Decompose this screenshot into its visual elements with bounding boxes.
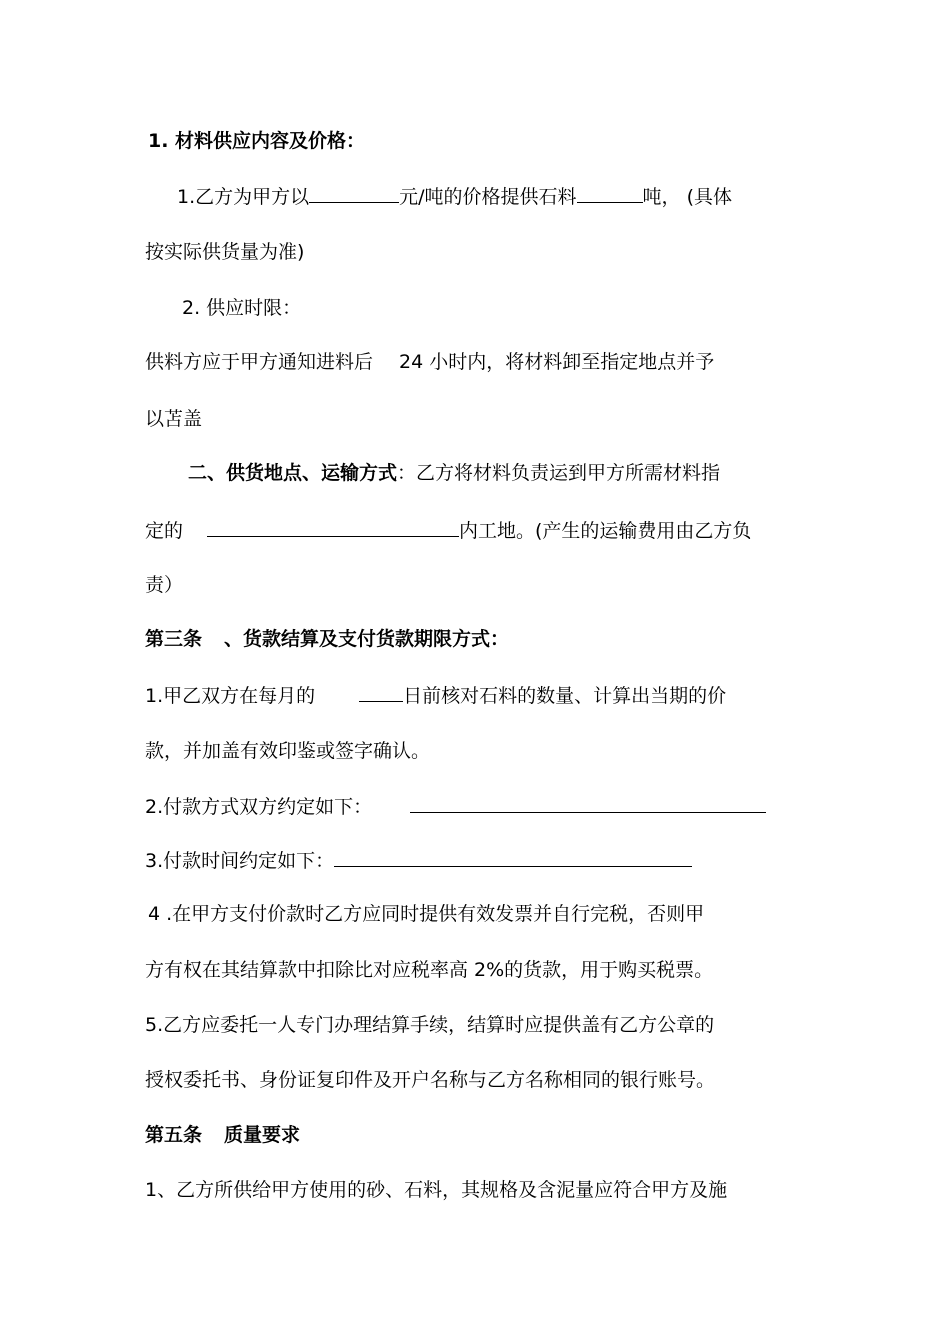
payment-method-blank: [410, 794, 766, 813]
text: 24 小时内，将材料卸至指定地点并予: [399, 351, 715, 373]
payment-time-blank: [334, 848, 692, 867]
text: 日前核对石料的数量、计算出当期的价: [403, 685, 727, 707]
text: 1.乙方为甲方以: [177, 186, 310, 208]
supply-time-line-1: [145, 351, 714, 375]
text: 吨， (具体: [642, 186, 732, 208]
text: 元/吨的价格提供石料: [399, 186, 577, 208]
section-3-item-4-line-2: 方有权在其结算款中扣除比对应税率高 2%的货款，用于购买税票。: [145, 959, 714, 981]
section-1-heading: 1. 材料供应内容及价格：: [148, 130, 366, 152]
text: 质量要求: [224, 1124, 301, 1146]
text: 、货款结算及支付货款期限方式：: [224, 628, 510, 650]
text: 定的: [145, 520, 184, 542]
quantity-blank: [577, 184, 643, 203]
text: 内工地。(产生的运输费用由乙方负: [459, 520, 752, 542]
text: 2.付款方式双方约定如下：: [145, 796, 373, 818]
section-3-item-1-line-1: [145, 683, 726, 709]
section-3-item-2: [145, 794, 766, 820]
day-blank: [359, 683, 403, 702]
section-5-item-1: 1、乙方所供给甲方使用的砂、石料，其规格及含泥量应符合甲方及施: [145, 1179, 728, 1201]
section-1-item-2: 2. 供应时限：: [182, 297, 302, 319]
text: 第五条: [145, 1124, 203, 1146]
section-3-item-5-line-2: 授权委托书、身份证复印件及开户名称与乙方名称相同的银行账号。: [145, 1069, 716, 1091]
section-5-heading: [145, 1124, 300, 1148]
section-2-heading: [188, 462, 720, 486]
section-2-line-3: 责）: [145, 574, 184, 596]
section-2-line-2: [145, 518, 751, 544]
heading-text: 二、供货地点、运输方式: [188, 462, 398, 484]
text: ：乙方将材料负责运到甲方所需材料指: [397, 462, 721, 484]
text: 第三条: [145, 628, 203, 650]
section-1-item-1-line-2: 按实际供货量为准): [145, 241, 305, 263]
section-3-heading: [145, 628, 509, 652]
section-3-item-3: [145, 848, 692, 874]
delivery-site-blank: [207, 518, 459, 537]
section-3-item-4-line-1: 4 .在甲方支付价款时乙方应同时提供有效发票并自行完税，否则甲: [148, 903, 705, 925]
supply-time-line-2: 以苫盖: [145, 408, 203, 430]
text: 3.付款时间约定如下：: [145, 850, 335, 872]
section-3-item-1-line-2: 款，并加盖有效印鉴或签字确认。: [145, 740, 431, 762]
section-1-item-1-line-1: [177, 184, 732, 210]
price-blank: [309, 184, 399, 203]
section-3-item-5-line-1: 5.乙方应委托一人专门办理结算手续，结算时应提供盖有乙方公章的: [145, 1014, 715, 1036]
text: 1.甲乙双方在每月的: [145, 685, 316, 707]
text: 供料方应于甲方通知进料后: [145, 351, 374, 373]
